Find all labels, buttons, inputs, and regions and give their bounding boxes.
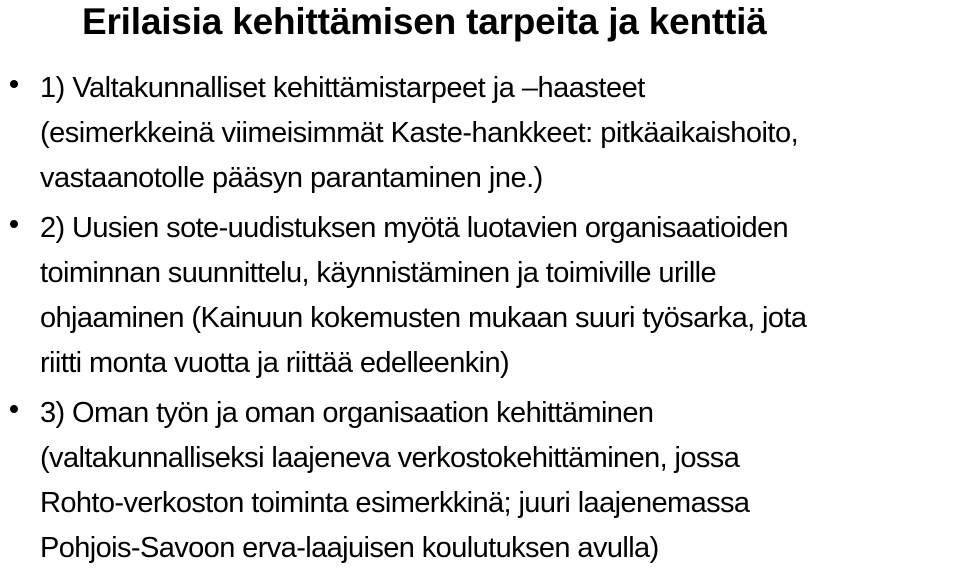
bullet-item-1 — [0, 66, 960, 201]
bullet-dot-icon — [10, 220, 18, 228]
bullet-item-2 — [0, 206, 960, 386]
bullet-line: toiminnan suunnittelu, käynnistäminen ja toimiville urille — [40, 257, 717, 289]
bullet-list — [0, 66, 960, 576]
bullet-line: riitti monta vuotta ja riittää edelleenkin) — [40, 347, 510, 379]
bullet-line: ohjaaminen (Kainuun kokemusten mukaan suuri työsarka, jota — [40, 302, 807, 334]
bullet-line: (valtakunnalliseksi laajeneva verkostokehittäminen, jossa — [40, 442, 740, 474]
bullet-line: 2) Uusien sote-uudistuksen myötä luotavien organisaatioiden — [40, 212, 789, 244]
bullet-line: vastaanotolle pääsyn parantaminen jne.) — [40, 162, 543, 194]
bullet-line: (esimerkkeinä viimeisimmät Kaste-hankkeet: pitkäaikaishoito, — [40, 117, 799, 149]
bullet-dot-icon — [10, 405, 18, 413]
bullet-line: Rohto-verkoston toiminta esimerkkinä; juuri laajenemassa — [40, 487, 750, 519]
slide-title: Erilaisia kehittämisen tarpeita ja kenttiä — [82, 1, 767, 42]
bullet-line: Pohjois-Savoon erva-laajuisen koulutuksen avulla) — [40, 532, 659, 564]
bullet-line: 1) Valtakunnalliset kehittämistarpeet ja –haasteet — [40, 72, 645, 104]
bullet-line: 3) Oman työn ja oman organisaation kehittäminen — [40, 397, 654, 429]
bullet-dot-icon — [10, 80, 18, 88]
bullet-item-3 — [0, 391, 960, 571]
